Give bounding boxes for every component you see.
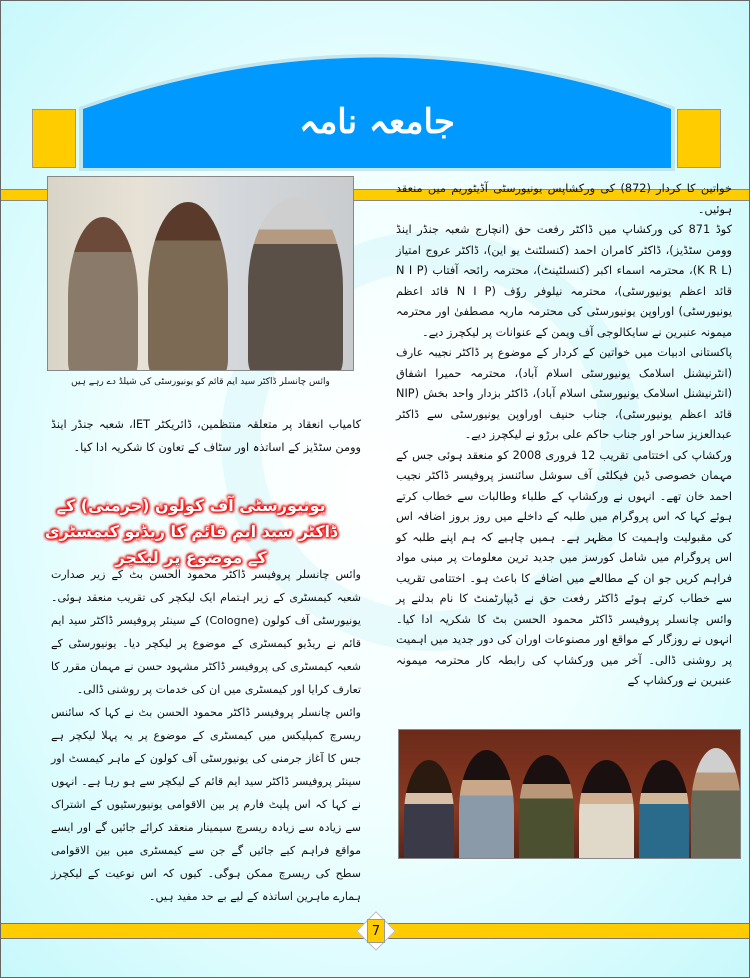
right-column (396, 179, 732, 692)
paragraph: کامیاب انعقاد پر متعلقہ منتظمین، ڈائریکٹر IET، شعبہ جنڈر اینڈ وومن سٹڈیز کے اساتذہ اور سٹاف کے تعاون کا شکریہ ادا کیا۔ (51, 418, 362, 455)
left-column (51, 563, 361, 908)
shield-presentation-photo (47, 176, 354, 371)
paragraph: خواتین کا کردار (872) کی ورکشاپس یونیورسٹی آڈیٹوریم میں منعقد ہوئیں۔ (396, 182, 732, 216)
page-number: 7 (367, 919, 385, 943)
paragraph: وائس چانسلر پروفیسر ڈاکٹر محمود الحسن بٹ کے زیر صدارت شعبہ کیمسٹری کے زیر اہتمام ایک لیکچر کی تقریب منعقد ہوئی۔ یونیورسٹی آف کولون (Cologne) کے سینئر پروفیسر ڈاکٹر سید ایم قائم نے ریڈیو کیمسٹری کے موضوع پر لیکچر دیا۔ یونیورسٹی کے شعبہ کیمسٹری کی پروفیسر ڈاکٹر مشہود حسن نے مہمان مقرر کا تعارف کرایا اور کیمسٹری میں ان کی خدمات پر روشنی ڈالی۔ (51, 568, 361, 696)
paragraph: کوڈ 871 کی ورکشاپ میں ڈاکٹر رفعت حق (انچارج شعبہ جنڈر اینڈ وومن سٹڈیز)، ڈاکٹر کامران احمد (کنسلٹنٹ یو این)، ڈاکٹر عروج امتیاز (K R L)، محترمہ اسماء اکبر (کنسلٹینٹ)، محترمہ رائحہ آفتاب (N I P قائد اعظم یونیورسٹی)، محترمہ نیلوفر روٗف (N I P قائد اعظم یونیورسٹی) اوراوپن یونیورسٹی کی محترمہ ماریہ مصطفیٰ اور محترمہ میمونہ عنبرین نے سایکالوجی آف ویمن کے عنوانات پر لیکچرز دیے۔ (396, 223, 733, 339)
right-yellow-square (677, 109, 721, 168)
left-intro (51, 413, 361, 459)
article-heading: یونیورسٹی آف کولون (جرمنی) کے ڈاکٹر سید ایم قائم کا ریڈیو کیمسٹری کے موضوع پر لیکچر (44, 496, 338, 567)
left-yellow-square (32, 109, 76, 168)
speakers-group-photo (398, 729, 741, 859)
paragraph: ورکشاپ کی اختتامی تقریب 12 فروری 2008 کو منعقد ہوئی جس کے مہمان خصوصی ڈین فیکلٹی آف سوشل سائنسز پروفیسر ڈاکٹر نجیب احمد خان تھے۔ انہوں نے ورکشاپ کے طلباء وطالبات سے خطاب کرتے ہوئے کہا کہ اس پروگرام میں طلبہ کے داخلے میں روز بروز اضافہ اس کی مقبولیت واہمیت کا مظہر ہے۔ ہمیں چاہیے کہ ہم اپنے طلبہ کو اس پروگرام میں شامل کورسز میں جدید ترین معلومات پر مبنی مواد فراہم کریں جو ان کے مطالعے میں اضافے کا باعث ہو۔ اختتامی تقریب سے خطاب کرتے ہوئے ڈاکٹر رفعت حق نے ڈیپارٹمنٹ کا نام بدلنے پر وائس چانسلر پروفیسر ڈاکٹر محمود الحسن بٹ کا شکریہ ادا کیا۔ انہوں نے روزگار کے مواقع اور مصنوعات اوران کی دور جدید میں اہمیت پر روشنی ڈالی۔ آخر میں ورکشاپ کی رابطہ کار محترمہ میمونہ عنبرین نے ورکشاپ کے (396, 448, 733, 687)
paragraph: پاکستانی ادبیات میں خواتین کے کردار کے موضوع پر ڈاکٹر نجیبہ عارف (انٹرنیشنل اسلامک یونیورسٹی اسلام آباد)، محترمہ حمیرا اشفاق (انٹرنیشنل اسلامک یونیورسٹی اسلام آباد)، ڈاکٹر بزدار واحد بخش (NIP قائد اعظم یونیورسٹی)، جناب حنیف اوراوپن یونیورسٹی سے ڈاکٹر عبدالعزیز ساحر اور جناب حاکم علی برڑو نے لیکچرز دیے۔ (396, 346, 732, 441)
newsletter-title: جامعہ نامہ (299, 102, 455, 142)
photo-caption: وائس چانسلر ڈاکٹر سید ایم قائم کو یونیورسٹی کی شیلڈ دے رہے ہیں (71, 377, 330, 387)
page-number-badge (353, 909, 399, 953)
paragraph: وائس چانسلر پروفیسر ڈاکٹر محمود الحسن بٹ نے کہا کہ سائنس ریسرچ کمپلیکس میں کیمسٹری کے موضوع پر یہ پہلا لیکچر ہے جس کا آغاز جرمنی کی یونیورسٹی آف کولون کے ماہر کیمسٹ اور سینئر پروفیسر ڈاکٹر سید ایم قائم کے لیکچر سے ہو رہا ہے۔ انہوں نے کہا کہ اس پلیٹ فارم پر بین الاقوامی یونیورسٹیوں کے اشتراک سے زیادہ سے زیادہ ریسرچ سیمینار منعقد کرائے جائیں گے اور ایسے مواقع فراہم کیے جائیں گے جن سے کیمسٹری میں بین الاقوامی سطح کی ریسرچ ممکن ہوگی۔ کیوں کہ اس نوعیت کے لیکچرز ہمارے ماہرین اساتذہ کے لیے بے حد مفید ہیں۔ (51, 706, 361, 903)
